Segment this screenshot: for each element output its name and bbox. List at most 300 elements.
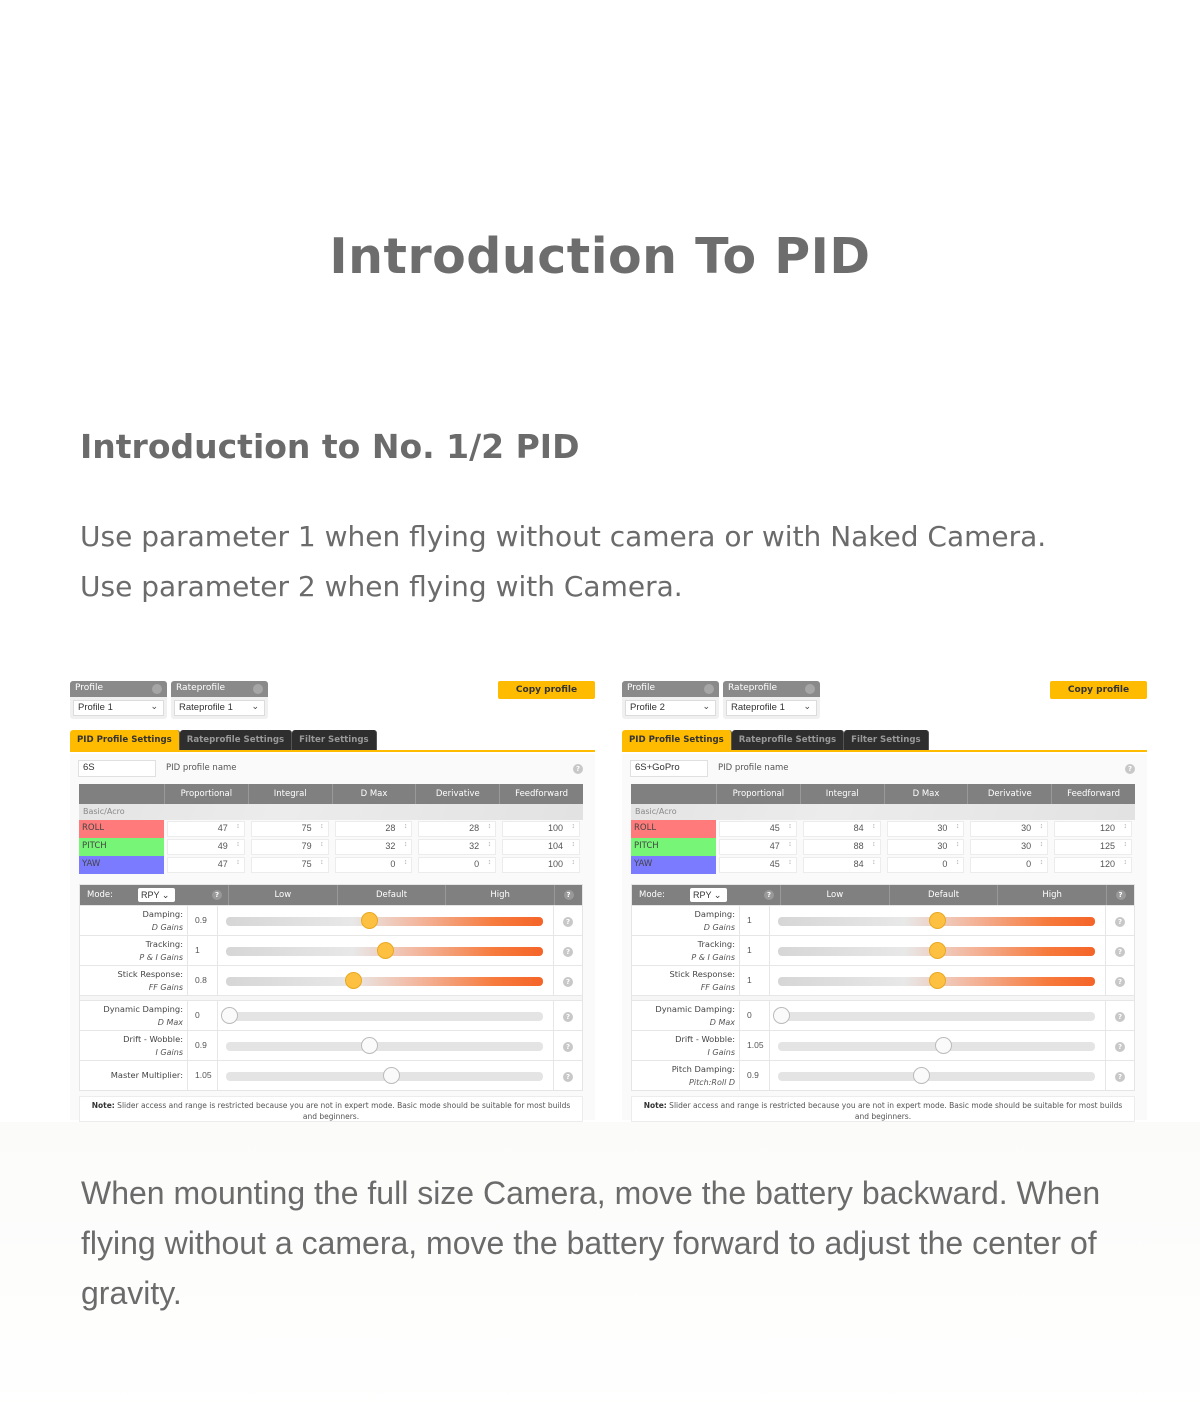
- chevron-down-icon: ⌄: [713, 890, 722, 900]
- up-down-spinner-icon[interactable]: ↕: [571, 823, 575, 830]
- up-down-spinner-icon[interactable]: ↕: [236, 859, 240, 866]
- slider-label: [80, 1031, 188, 1060]
- help-icon[interactable]: ?: [564, 890, 574, 900]
- pid-value-input-integral[interactable]: [251, 821, 329, 837]
- slider-header: [80, 885, 582, 905]
- help-icon[interactable]: [805, 684, 815, 694]
- slider-label: [80, 936, 188, 965]
- slider[interactable]: [770, 966, 1106, 995]
- help-cell: [1106, 936, 1134, 965]
- help-icon[interactable]: ?: [573, 764, 583, 774]
- up-down-spinner-icon[interactable]: ↕: [1039, 841, 1044, 848]
- pid-value: 47: [217, 859, 228, 869]
- axis-label: YAW: [631, 856, 716, 874]
- slider-thumb[interactable]: [361, 912, 378, 929]
- slider-subtitle: P & I Gains: [691, 953, 735, 962]
- help-icon[interactable]: ?: [1115, 1072, 1125, 1082]
- slider-row: [632, 1060, 1134, 1090]
- pid-value: 30: [1021, 841, 1032, 851]
- help-icon[interactable]: ?: [212, 890, 222, 900]
- pid-header-blank: [631, 784, 716, 804]
- help-icon[interactable]: [704, 684, 714, 694]
- help-icon[interactable]: ?: [1115, 1042, 1125, 1052]
- up-down-spinner-icon[interactable]: ↕: [1123, 841, 1127, 848]
- pid-value: 30: [937, 841, 948, 851]
- up-down-spinner-icon[interactable]: ↕: [955, 841, 960, 848]
- slider[interactable]: [770, 906, 1106, 935]
- slider-title: Tracking:: [697, 939, 735, 949]
- pid-value-input-integral[interactable]: [251, 839, 329, 855]
- up-down-spinner-icon[interactable]: ↕: [1123, 823, 1127, 830]
- pid-value-input-d-max[interactable]: [887, 839, 965, 855]
- pid-column-header: Derivative: [415, 784, 499, 804]
- axis-label: PITCH: [79, 838, 164, 856]
- slider-subtitle: FF Gains: [148, 983, 183, 992]
- up-down-spinner-icon[interactable]: ↕: [1123, 859, 1127, 866]
- slider-label: [632, 936, 740, 965]
- up-down-spinner-icon[interactable]: ↕: [487, 841, 492, 848]
- pid-value-input-integral[interactable]: [803, 839, 881, 855]
- help-icon[interactable]: ?: [563, 947, 573, 957]
- pid-value-input-derivative[interactable]: [970, 839, 1048, 855]
- pid-value-input-proportional[interactable]: [719, 839, 797, 855]
- up-down-spinner-icon[interactable]: ↕: [788, 859, 792, 866]
- slider-title: Stick Response:: [117, 969, 183, 979]
- help-icon[interactable]: ?: [1115, 1012, 1125, 1022]
- axis-label: YAW: [79, 856, 164, 874]
- slider-row: [632, 965, 1134, 995]
- profile-header: [622, 681, 719, 697]
- slider-subtitle: D Gains: [703, 923, 735, 932]
- rateprofile-value: Rateprofile 1: [179, 702, 233, 713]
- profile-select-group: [622, 681, 719, 719]
- up-down-spinner-icon[interactable]: ↕: [236, 841, 240, 848]
- pid-panel-profile-2: [622, 680, 1147, 1120]
- slider-value: 1: [740, 966, 770, 995]
- pid-value: 0: [390, 859, 396, 869]
- up-down-spinner-icon[interactable]: ↕: [320, 841, 324, 848]
- slider-row: [80, 965, 582, 995]
- up-down-spinner-icon[interactable]: ↕: [955, 859, 960, 866]
- help-icon[interactable]: [152, 684, 162, 694]
- pid-value-input-integral[interactable]: [803, 857, 881, 873]
- up-down-spinner-icon[interactable]: ↕: [872, 823, 876, 830]
- pid-column-header: Feedforward: [499, 784, 583, 804]
- pid-rows: [631, 820, 1135, 874]
- mode-dropdown[interactable]: [138, 888, 175, 902]
- pid-row-yaw: [79, 856, 583, 874]
- chevron-down-icon: ⌄: [803, 701, 811, 711]
- secondary-sliders: [80, 1000, 582, 1090]
- mode-label: Mode:: [87, 890, 114, 900]
- chevron-down-icon: ⌄: [702, 701, 710, 711]
- pid-value: 28: [385, 823, 396, 833]
- pid-value: 45: [769, 859, 780, 869]
- pid-value-input-proportional[interactable]: [167, 839, 245, 855]
- slider[interactable]: [770, 936, 1106, 965]
- help-cell: [554, 1001, 582, 1030]
- pid-value: 47: [217, 823, 228, 833]
- pid-value: 120: [1099, 823, 1115, 833]
- profile-dropdown[interactable]: [73, 700, 164, 716]
- pid-value-input-feedforward[interactable]: [502, 857, 580, 873]
- slider[interactable]: [218, 936, 554, 965]
- help-icon[interactable]: ?: [764, 890, 774, 900]
- help-cell: [1106, 966, 1134, 995]
- pid-value: 28: [469, 823, 480, 833]
- pid-value: 32: [469, 841, 480, 851]
- pid-value-input-proportional[interactable]: [719, 821, 797, 837]
- slider-row: [632, 905, 1134, 935]
- up-down-spinner-icon[interactable]: ↕: [403, 823, 408, 830]
- profile-dropdown[interactable]: [625, 700, 716, 716]
- up-down-spinner-icon[interactable]: ↕: [487, 859, 492, 866]
- slider-thumb[interactable]: [773, 1007, 790, 1024]
- slider-thumb[interactable]: [929, 972, 946, 989]
- pid-value-input-d-max[interactable]: [887, 821, 965, 837]
- slider[interactable]: [218, 966, 554, 995]
- mode-value: RPY: [141, 890, 160, 900]
- pid-row-yaw: [631, 856, 1135, 874]
- battery-position-text: When mounting the full size Camera, move the battery backward. When flying without a camera, move the battery forward to adjust the center of gravity.: [81, 1175, 1101, 1311]
- main-sliders: [632, 905, 1134, 995]
- slider-subtitle: P & I Gains: [139, 953, 183, 962]
- rateprofile-select-group: [171, 681, 268, 719]
- pid-column-header: Feedforward: [1051, 784, 1135, 804]
- pid-settings-body: [70, 754, 595, 1120]
- slider-header-low: Low: [228, 885, 337, 905]
- slider-thumb[interactable]: [383, 1067, 400, 1084]
- help-cell: [554, 1061, 582, 1090]
- slider-header-default: Default: [889, 885, 998, 905]
- help-icon[interactable]: ?: [563, 1042, 573, 1052]
- help-icon[interactable]: ?: [1125, 764, 1135, 774]
- rateprofile-value: Rateprofile 1: [731, 702, 785, 713]
- slider-row: [632, 1030, 1134, 1060]
- help-cell: [554, 1031, 582, 1060]
- slider-label: [632, 906, 740, 935]
- intro-text: [80, 512, 1046, 612]
- pid-value-input-feedforward[interactable]: [1054, 821, 1132, 837]
- slider-label: [80, 1061, 188, 1090]
- slider-label: [632, 966, 740, 995]
- pid-value-input-derivative[interactable]: [970, 857, 1048, 873]
- mode-dropdown[interactable]: [690, 888, 727, 902]
- pid-group-label: Basic/Acro: [631, 804, 1135, 820]
- axis-label: ROLL: [631, 820, 716, 838]
- pid-value-input-feedforward[interactable]: [502, 821, 580, 837]
- help-cell: [1106, 906, 1134, 935]
- help-cell: [554, 936, 582, 965]
- pid-column-header: D Max: [332, 784, 416, 804]
- slider-title: Dynamic Damping:: [103, 1004, 183, 1014]
- up-down-spinner-icon[interactable]: ↕: [788, 823, 792, 830]
- slider-title: Stick Response:: [669, 969, 735, 979]
- slider-track[interactable]: [226, 917, 543, 926]
- up-down-spinner-icon[interactable]: ↕: [571, 859, 575, 866]
- pid-value: 32: [385, 841, 396, 851]
- profile-value: Profile 1: [78, 702, 113, 713]
- slider-track[interactable]: [226, 977, 543, 986]
- pid-table: [631, 784, 1135, 874]
- rateprofile-dropdown[interactable]: [726, 700, 817, 716]
- pid-value: 84: [853, 859, 864, 869]
- pid-value-input-proportional[interactable]: [167, 821, 245, 837]
- pid-value-input-d-max[interactable]: [335, 839, 413, 855]
- slider-header-high: High: [997, 885, 1106, 905]
- expert-mode-note: [631, 1096, 1135, 1122]
- profile-value: Profile 2: [630, 702, 665, 713]
- profile-header: [70, 681, 167, 697]
- help-icon[interactable]: ?: [1115, 947, 1125, 957]
- rateprofile-dropdown[interactable]: [174, 700, 265, 716]
- slider-title: Pitch Damping:: [671, 1064, 735, 1074]
- profile-label: Profile: [627, 683, 655, 693]
- profile-label: Profile: [75, 683, 103, 693]
- slider-header: [632, 885, 1134, 905]
- slider-row: [632, 935, 1134, 965]
- profile-name-input[interactable]: 6S: [78, 760, 156, 777]
- slider-track[interactable]: [778, 1072, 1095, 1081]
- slider-header-high: High: [445, 885, 554, 905]
- pid-value-input-integral[interactable]: [251, 857, 329, 873]
- slider-subtitle: FF Gains: [700, 983, 735, 992]
- slider[interactable]: [770, 1061, 1106, 1090]
- tab-filter-settings[interactable]: Filter Settings: [292, 730, 377, 750]
- pid-column-header: Derivative: [967, 784, 1051, 804]
- pid-value: 79: [301, 841, 312, 851]
- slider-track[interactable]: [778, 1012, 1095, 1021]
- slider-value: 1: [740, 906, 770, 935]
- slider[interactable]: [770, 1031, 1106, 1060]
- slider-thumb[interactable]: [935, 1037, 952, 1054]
- pid-value-input-derivative[interactable]: [418, 821, 496, 837]
- pid-value-input-feedforward[interactable]: [502, 839, 580, 855]
- slider-title: Tracking:: [145, 939, 183, 949]
- pid-column-header: D Max: [884, 784, 968, 804]
- help-cell: [554, 906, 582, 935]
- pid-rows: [79, 820, 583, 874]
- slider-thumb[interactable]: [929, 912, 946, 929]
- rateprofile-header: [723, 681, 820, 697]
- tab-rateprofile-settings[interactable]: Rateprofile Settings: [180, 730, 292, 750]
- help-icon[interactable]: ?: [563, 977, 573, 987]
- up-down-spinner-icon[interactable]: ↕: [1039, 823, 1044, 830]
- pid-value-input-d-max[interactable]: [887, 857, 965, 873]
- tab-pid-profile-settings[interactable]: PID Profile Settings: [70, 730, 180, 750]
- up-down-spinner-icon[interactable]: ↕: [1039, 859, 1044, 866]
- pid-value-input-d-max[interactable]: [335, 857, 413, 873]
- pid-value: 0: [1026, 859, 1032, 869]
- axis-label: ROLL: [79, 820, 164, 838]
- slider-value: 0.9: [188, 906, 218, 935]
- pid-value-input-feedforward[interactable]: [1054, 839, 1132, 855]
- slider[interactable]: [218, 1031, 554, 1060]
- chevron-down-icon: ⌄: [161, 890, 170, 900]
- pid-table: [79, 784, 583, 874]
- slider[interactable]: [218, 1061, 554, 1090]
- slider-track[interactable]: [226, 1042, 543, 1051]
- up-down-spinner-icon[interactable]: ↕: [236, 823, 240, 830]
- up-down-spinner-icon[interactable]: ↕: [320, 823, 324, 830]
- slider-row: [80, 935, 582, 965]
- rateprofile-label: Rateprofile: [728, 683, 778, 693]
- pid-value: 45: [769, 823, 780, 833]
- slider-row: [80, 1000, 582, 1030]
- slider-thumb[interactable]: [221, 1007, 238, 1024]
- note-label: Note:: [91, 1101, 115, 1110]
- pid-value: 49: [217, 841, 228, 851]
- help-icon[interactable]: ?: [1115, 977, 1125, 987]
- pid-column-header: Integral: [248, 784, 332, 804]
- slider-value: 0: [188, 1001, 218, 1030]
- slider-thumb[interactable]: [377, 942, 394, 959]
- slider-title: Drift - Wobble:: [675, 1034, 735, 1044]
- pid-value: 0: [942, 859, 948, 869]
- up-down-spinner-icon[interactable]: ↕: [403, 841, 408, 848]
- note-label: Note:: [643, 1101, 667, 1110]
- help-cell: [554, 885, 582, 905]
- rateprofile-select-group: [723, 681, 820, 719]
- page-title: Introduction To PID: [329, 228, 871, 285]
- slider-value: 1: [188, 936, 218, 965]
- pid-value: 75: [301, 823, 312, 833]
- slider-thumb[interactable]: [361, 1037, 378, 1054]
- pid-value: 0: [474, 859, 480, 869]
- profile-name-input[interactable]: 6S+GoPro: [630, 760, 708, 777]
- help-icon[interactable]: ?: [1115, 917, 1125, 927]
- intro-line-2: Use parameter 2 when flying with Camera.: [80, 570, 683, 603]
- slider-subtitle: D Max: [157, 1018, 183, 1027]
- slider-label: [632, 1031, 740, 1060]
- up-down-spinner-icon[interactable]: ↕: [403, 859, 408, 866]
- help-icon[interactable]: ?: [563, 1072, 573, 1082]
- up-down-spinner-icon[interactable]: ↕: [320, 859, 324, 866]
- pid-group-label: Basic/Acro: [79, 804, 583, 820]
- settings-tabs: [70, 730, 595, 752]
- pid-settings-body: [622, 754, 1147, 1120]
- slider-title: Damping:: [142, 909, 183, 919]
- help-cell: [1106, 1061, 1134, 1090]
- up-down-spinner-icon[interactable]: ↕: [955, 823, 960, 830]
- slider[interactable]: [770, 1001, 1106, 1030]
- help-icon[interactable]: [253, 684, 263, 694]
- profile-name-label: PID profile name: [166, 763, 237, 773]
- up-down-spinner-icon[interactable]: ↕: [872, 859, 876, 866]
- pid-value-input-derivative[interactable]: [418, 857, 496, 873]
- expert-mode-note: [79, 1096, 583, 1122]
- pid-table-header: [79, 784, 583, 804]
- slider-thumb[interactable]: [929, 942, 946, 959]
- settings-tabs: [622, 730, 1147, 752]
- up-down-spinner-icon[interactable]: ↕: [571, 841, 575, 848]
- axis-label: PITCH: [631, 838, 716, 856]
- slider-thumb[interactable]: [345, 972, 362, 989]
- tab-pid-profile-settings[interactable]: PID Profile Settings: [622, 730, 732, 750]
- profile-name-row: [78, 760, 587, 778]
- slider-label: [80, 966, 188, 995]
- pid-column-header: Proportional: [716, 784, 800, 804]
- up-down-spinner-icon[interactable]: ↕: [788, 841, 792, 848]
- note-text: Slider access and range is restricted because you are not in expert mode. Basic mode should be suitable for most builds and beginners.: [666, 1101, 1123, 1121]
- help-icon[interactable]: ?: [1116, 890, 1126, 900]
- main-sliders: [80, 905, 582, 995]
- slider-thumb[interactable]: [913, 1067, 930, 1084]
- tuning-sliders: [79, 884, 583, 1091]
- chevron-down-icon: ⌄: [150, 701, 158, 711]
- help-icon[interactable]: ?: [563, 1012, 573, 1022]
- mode-value: RPY: [693, 890, 712, 900]
- pid-value-input-proportional[interactable]: [167, 857, 245, 873]
- slider-row: [80, 1030, 582, 1060]
- chevron-down-icon: ⌄: [251, 701, 259, 711]
- pid-value: 104: [547, 841, 563, 851]
- pid-value-input-derivative[interactable]: [418, 839, 496, 855]
- pid-value: 88: [853, 841, 864, 851]
- pid-row-roll: [79, 820, 583, 838]
- help-cell: [1106, 1031, 1134, 1060]
- slider-value: 0.9: [188, 1031, 218, 1060]
- slider-row: [80, 905, 582, 935]
- mode-cell: [632, 885, 780, 905]
- slider-row: [632, 1000, 1134, 1030]
- pid-value: 125: [1099, 841, 1115, 851]
- slider-value: 0.9: [740, 1061, 770, 1090]
- up-down-spinner-icon[interactable]: ↕: [487, 823, 492, 830]
- section-title: Introduction to No. 1/2 PID: [80, 427, 580, 466]
- slider-subtitle: D Max: [709, 1018, 735, 1027]
- slider-value: 1.05: [188, 1061, 218, 1090]
- slider-label: [80, 906, 188, 935]
- up-down-spinner-icon[interactable]: ↕: [872, 841, 876, 848]
- slider-value: 0.8: [188, 966, 218, 995]
- slider-label: [80, 1001, 188, 1030]
- slider[interactable]: [218, 906, 554, 935]
- pid-value: 75: [301, 859, 312, 869]
- pid-value: 84: [853, 823, 864, 833]
- pid-value-input-derivative[interactable]: [970, 821, 1048, 837]
- rateprofile-label: Rateprofile: [176, 683, 226, 693]
- mode-label: Mode:: [639, 890, 666, 900]
- copy-profile-button[interactable]: Copy profile: [1050, 681, 1147, 699]
- slider-title: Damping:: [694, 909, 735, 919]
- pid-value-input-feedforward[interactable]: [1054, 857, 1132, 873]
- pid-value: 30: [1021, 823, 1032, 833]
- slider[interactable]: [218, 1001, 554, 1030]
- pid-row-pitch: [79, 838, 583, 856]
- slider-track[interactable]: [226, 1012, 543, 1021]
- pid-value: 30: [937, 823, 948, 833]
- rateprofile-header: [171, 681, 268, 697]
- slider-title: Master Multiplier:: [110, 1070, 183, 1080]
- profile-select-group: [70, 681, 167, 719]
- slider-subtitle: I Gains: [155, 1048, 183, 1057]
- pid-value-input-d-max[interactable]: [335, 821, 413, 837]
- copy-profile-button[interactable]: Copy profile: [498, 681, 595, 699]
- pid-value-input-proportional[interactable]: [719, 857, 797, 873]
- slider-header-default: Default: [337, 885, 446, 905]
- slider-subtitle: I Gains: [707, 1048, 735, 1057]
- help-cell: [1106, 1001, 1134, 1030]
- secondary-sliders: [632, 1000, 1134, 1090]
- profile-name-label: PID profile name: [718, 763, 789, 773]
- tab-rateprofile-settings[interactable]: Rateprofile Settings: [732, 730, 844, 750]
- pid-value-input-integral[interactable]: [803, 821, 881, 837]
- tab-filter-settings[interactable]: Filter Settings: [844, 730, 929, 750]
- help-icon[interactable]: ?: [563, 917, 573, 927]
- pid-value: 100: [547, 823, 563, 833]
- slider-subtitle: D Gains: [151, 923, 183, 932]
